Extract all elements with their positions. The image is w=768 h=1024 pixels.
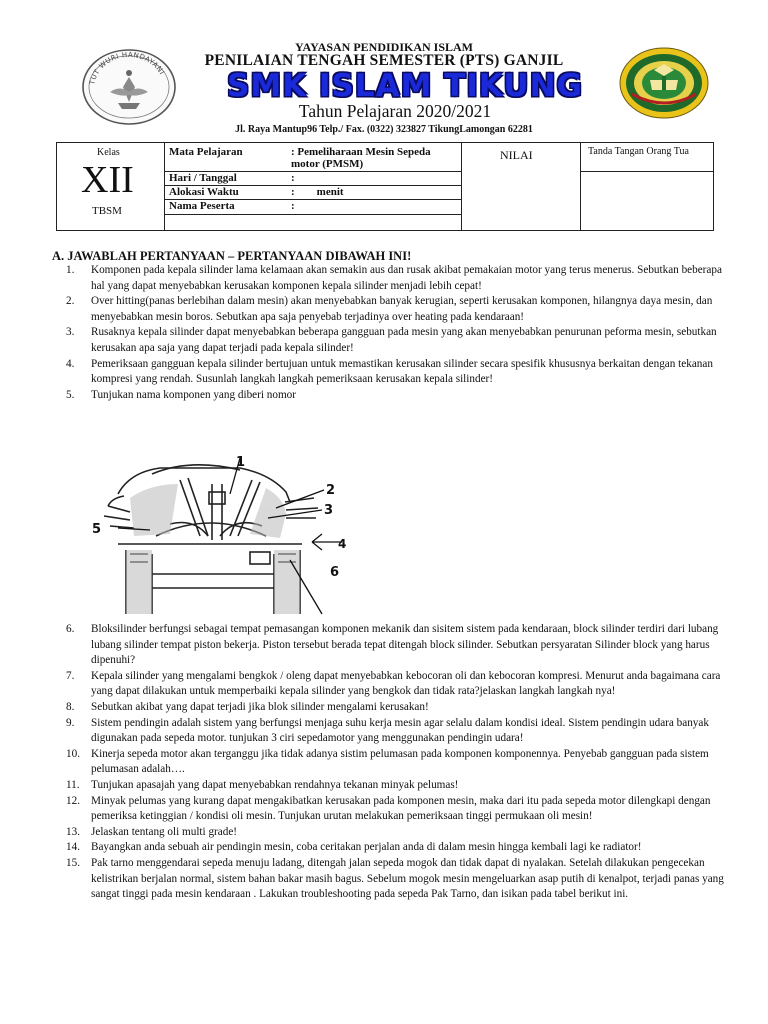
question-text: Pak tarno menggendarai sepeda menuju ladang, ditengah jalan sepeda mogok dan tidak dapat di nyalakan. Setelah dilakukan pengecekan kelistrikan berjalan normal, sistem bahan bakar masih bagus. Sebelum mogok mesin mengeluarkan asap putih di kenalpot, terjadi panas yang sangat tinggi pada mesin kendaraan . Lakukan troubleshooting pada sepeda Pak Tarno, dan isikan pada tabel berikut ini. <box>91 856 724 901</box>
list-item: 12. Minyak pelumas yang kurang dapat mengakibatkan kerusakan pada komponen mesin, maka dari itu pada sepeda motor dilengkapi dengan pemeriksa ketinggian / kondisi oli mesin. Tunjukan urutan melakukan pemeriksaan tinggi permukaan oli mesin! <box>66 794 711 823</box>
question-text: Kepala silinder yang mengalami bengkok / oleng dapat menyebabkan kebocoran oli dan kebocoran kompresi. Menurut anda bagaimana cara yang dapat dilakukan untuk memperbaiki kepala silinder yang bengkok dan tidak rata?jelaskan langkah langkah nya! <box>91 669 721 698</box>
kelas-value: XII <box>81 159 134 201</box>
program-label: TBSM <box>92 205 122 217</box>
diagram-label-1: 1 <box>236 455 246 470</box>
list-item: 1. Komponen pada kepala silinder lama kelamaan akan semakin aus dan rusak akibat pemakaian motor yang terus menerus. Sebutkan beberapa hal yang dapat menyebabkan kerusakan komponen kepala silinder menjadi lebih cepat! <box>66 264 722 292</box>
diagram-label-6: 6 <box>330 565 340 580</box>
question-text: Sebutkan akibat yang dapat terjadi jika blok silinder mengalami kerusakan! <box>91 700 429 713</box>
list-item: 5. Tunjukan nama komponen yang diberi nomor <box>66 388 296 401</box>
foundation-name: YAYASAN PENDIDIKAN ISLAM <box>294 40 474 54</box>
list-item: 2. Over hitting(panas berlebihan dalam mesin) akan menyebabkan banyak kerugian, seperti kerusakan komponen, hilangnya daya mesin, dan menyebabkan mesin boros. Sebutkan apa saja penyebab terjadinya over heating pada kendaraan! <box>66 295 713 323</box>
question-text: Komponen pada kepala silinder lama kelamaan akan semakin aus dan rusak akibat pemakaian motor yang terus menerus. Sebutkan beberapa hal yang dapat menyebabkan kerusakan komponen kepala silinder menjadi lebih cepat! <box>91 264 722 292</box>
question-text: Minyak pelumas yang kurang dapat mengakibatkan kerusakan pada komponen mesin, maka dari itu pada sepeda motor dilengkapi dengan pemeriksa ketinggian / kondisi oli mesin. Tunjukan urutan melakukan pemeriksaan tinggi permukaan oli mesin! <box>91 794 711 823</box>
question-text: Tunjukan nama komponen yang diberi nomor <box>91 388 296 401</box>
nama-label: Nama Peserta <box>169 200 235 212</box>
exam-title: PENILAIAN TENGAH SEMESTER (PTS) GANJIL <box>204 52 564 69</box>
kelas-label: Kelas <box>97 147 120 158</box>
mapel-label: Mata Pelajaran <box>169 146 243 158</box>
question-text: Rusaknya kepala silinder dapat menyebabkan beberapa gangguan pada mesin yang akan menyebabkan penurunan peforma mesin, sebutkan kerusakan apa saja yang dapat terjadi pada kepala silinder! <box>91 326 717 354</box>
question-text: Tunjukan apasajah yang dapat menyebabkan rendahnya tekanan minyak pelumas! <box>91 778 459 791</box>
list-item: 4. Pemeriksaan gangguan kepala silinder bertujuan untuk memastikan kerusakan silinder secara spesifik khususnya berkaitan dengan tekanan kompresi yang rendah. Susunlah langkah langkah pemeriksaan kerusakan kepala silinder! <box>66 357 713 386</box>
diagram-label-4: 4 <box>338 537 347 551</box>
school-emblem-logo <box>618 46 710 120</box>
diagram-label-3: 3 <box>324 503 334 518</box>
school-name: SMK ISLAM TIKUNG <box>227 68 583 104</box>
list-item: 14. Bayangkan anda sebuah air pendingin mesin, coba ceritakan perjalan anda di dalam mesin hingga kembali lagi ke radiator! <box>66 841 642 854</box>
alokasi-value: : menit <box>291 186 344 198</box>
diagram-label-2: 2 <box>326 483 336 498</box>
hari-label: Hari / Tanggal <box>169 172 237 184</box>
school-year: Tahun Pelajaran 2020/2021 <box>298 101 492 121</box>
list-item: 15. Pak tarno menggendarai sepeda menuju ladang, ditengah jalan sepeda mogok dan tidak dapat di nyalakan. Setelah dilakukan pengecekan kelistrikan berjalan normal, sistem bahan bakar masih bagus. Sebelum mogok mesin mengeluarkan asap putih di kenalpot, terjadi panas yang sangat tinggi pada mesin kendaraan . Lakukan troubleshooting pada sepeda Pak Tarno, dan isikan pada tabel berikut ini. <box>66 856 724 901</box>
nama-value: : <box>291 200 295 212</box>
section-title: A. JAWABLAH PERTANYAAN – PERTANYAAN DIBAWAH INI! <box>52 249 412 263</box>
list-item: 8. Sebutkan akibat yang dapat terjadi jika blok silinder mengalami kerusakan! <box>66 700 429 713</box>
identity-table <box>56 142 714 231</box>
svg-text:TUT WURI HANDAYANI: TUT WURI HANDAYANI <box>88 50 166 86</box>
tut-wuri-handayani-logo <box>80 47 178 127</box>
list-item: 11. Tunjukan apasajah yang dapat menyebabkan rendahnya tekanan minyak pelumas! <box>66 778 459 791</box>
alokasi-label: Alokasi Waktu <box>169 186 239 198</box>
list-item: 6. Bloksilinder berfungsi sebagai tempat pemasangan komponen mekanik dan sisitem sistem pada kendaraan, block silinder terdiri dari lubang lubang silinder tempat piston bekerja. Piston tersebut berada tepat ditengah block silinder. Sebutkan persyaratan Silinder block yang harus dipenuhi? <box>66 623 719 667</box>
hari-value: : <box>291 172 295 184</box>
list-item: 10. Kinerja sepeda motor akan terganggu jika tidak adanya sistim pelumasan pada komponen komponennya. Penyebab gangguan pada sistem pelumasan adalah…. <box>66 747 709 776</box>
mapel-value: : Pemeliharaan Mesin Sepeda motor (PMSM) <box>291 146 431 170</box>
question-list <box>66 263 726 403</box>
question-text: Bayangkan anda sebuah air pendingin mesin, coba ceritakan perjalan anda di dalam mesin hingga kembali lagi ke radiator! <box>91 841 642 854</box>
school-address: Jl. Raya Mantup96 Telp./ Fax. (0322) 323827 TikungLamongan 62281 <box>235 124 533 135</box>
question-text: Pemeriksaan gangguan kepala silinder bertujuan untuk memastikan kerusakan silinder secara spesifik khususnya berkaitan dengan tekanan kompresi yang rendah. Susunlah langkah langkah pemeriksaan kerusakan kepala silinder! <box>91 357 713 386</box>
question-text: Sistem pendingin adalah sistem yang berfungsi menjaga suhu kerja mesin agar selalu dalam kondisi ideal. Sistem pendingin udara banyak digunakan pada sepeda motor. tunjukan 3 ciri sepedamotor yang menggunakan pendingin udara! <box>91 716 709 745</box>
nilai-label: NILAI <box>500 148 533 162</box>
list-item: 3. Rusaknya kepala silinder dapat menyebabkan beberapa gangguan pada mesin yang akan menyebabkan penurunan peforma mesin, sebutkan kerusakan apa saja yang dapat terjadi pada kepala silinder! <box>66 326 717 354</box>
question-text: Kinerja sepeda motor akan terganggu jika tidak adanya sistim pelumasan pada komponen komponennya. Penyebab gangguan pada sistem pelumasan adalah…. <box>91 747 709 776</box>
question-text: Bloksilinder berfungsi sebagai tempat pemasangan komponen mekanik dan sisitem sistem pada kendaraan, block silinder terdiri dari lubang lubang silinder tempat piston bekerja. Piston tersebut berada tepat ditengah block silinder. Sebutkan persyaratan Silinder block yang harus dipenuhi? <box>91 623 719 667</box>
question-text: Jelaskan tentang oli multi grade! <box>91 825 238 838</box>
cylinder-head-diagram <box>90 454 348 619</box>
ttd-label: Tanda Tangan Orang Tua <box>588 146 689 157</box>
list-item: 13. Jelaskan tentang oli multi grade! <box>66 825 238 838</box>
list-item: 9. Sistem pendingin adalah sistem yang berfungsi menjaga suhu kerja mesin agar selalu dalam kondisi ideal. Sistem pendingin udara banyak digunakan pada sepeda motor. tunjukan 3 ciri sepedamotor yang menggunakan pendingin udara! <box>66 716 709 745</box>
list-item: 7. Kepala silinder yang mengalami bengkok / oleng dapat menyebabkan kebocoran oli dan kebocoran kompresi. Menurut anda bagaimana cara yang dapat dilakukan untuk memperbaiki kepala silinder yang bengkok dan tidak rata?jelaskan langkah langkah nya! <box>66 669 721 698</box>
question-list <box>66 622 726 903</box>
diagram-label-5: 5 <box>92 522 102 537</box>
question-text: Over hitting(panas berlebihan dalam mesin) akan menyebabkan banyak kerugian, seperti kerusakan komponen, hilangnya daya mesin, dan menyebabkan mesin boros. Sebutkan apa saja penyebab terjadinya over heating pada kendaraan! <box>91 295 713 323</box>
